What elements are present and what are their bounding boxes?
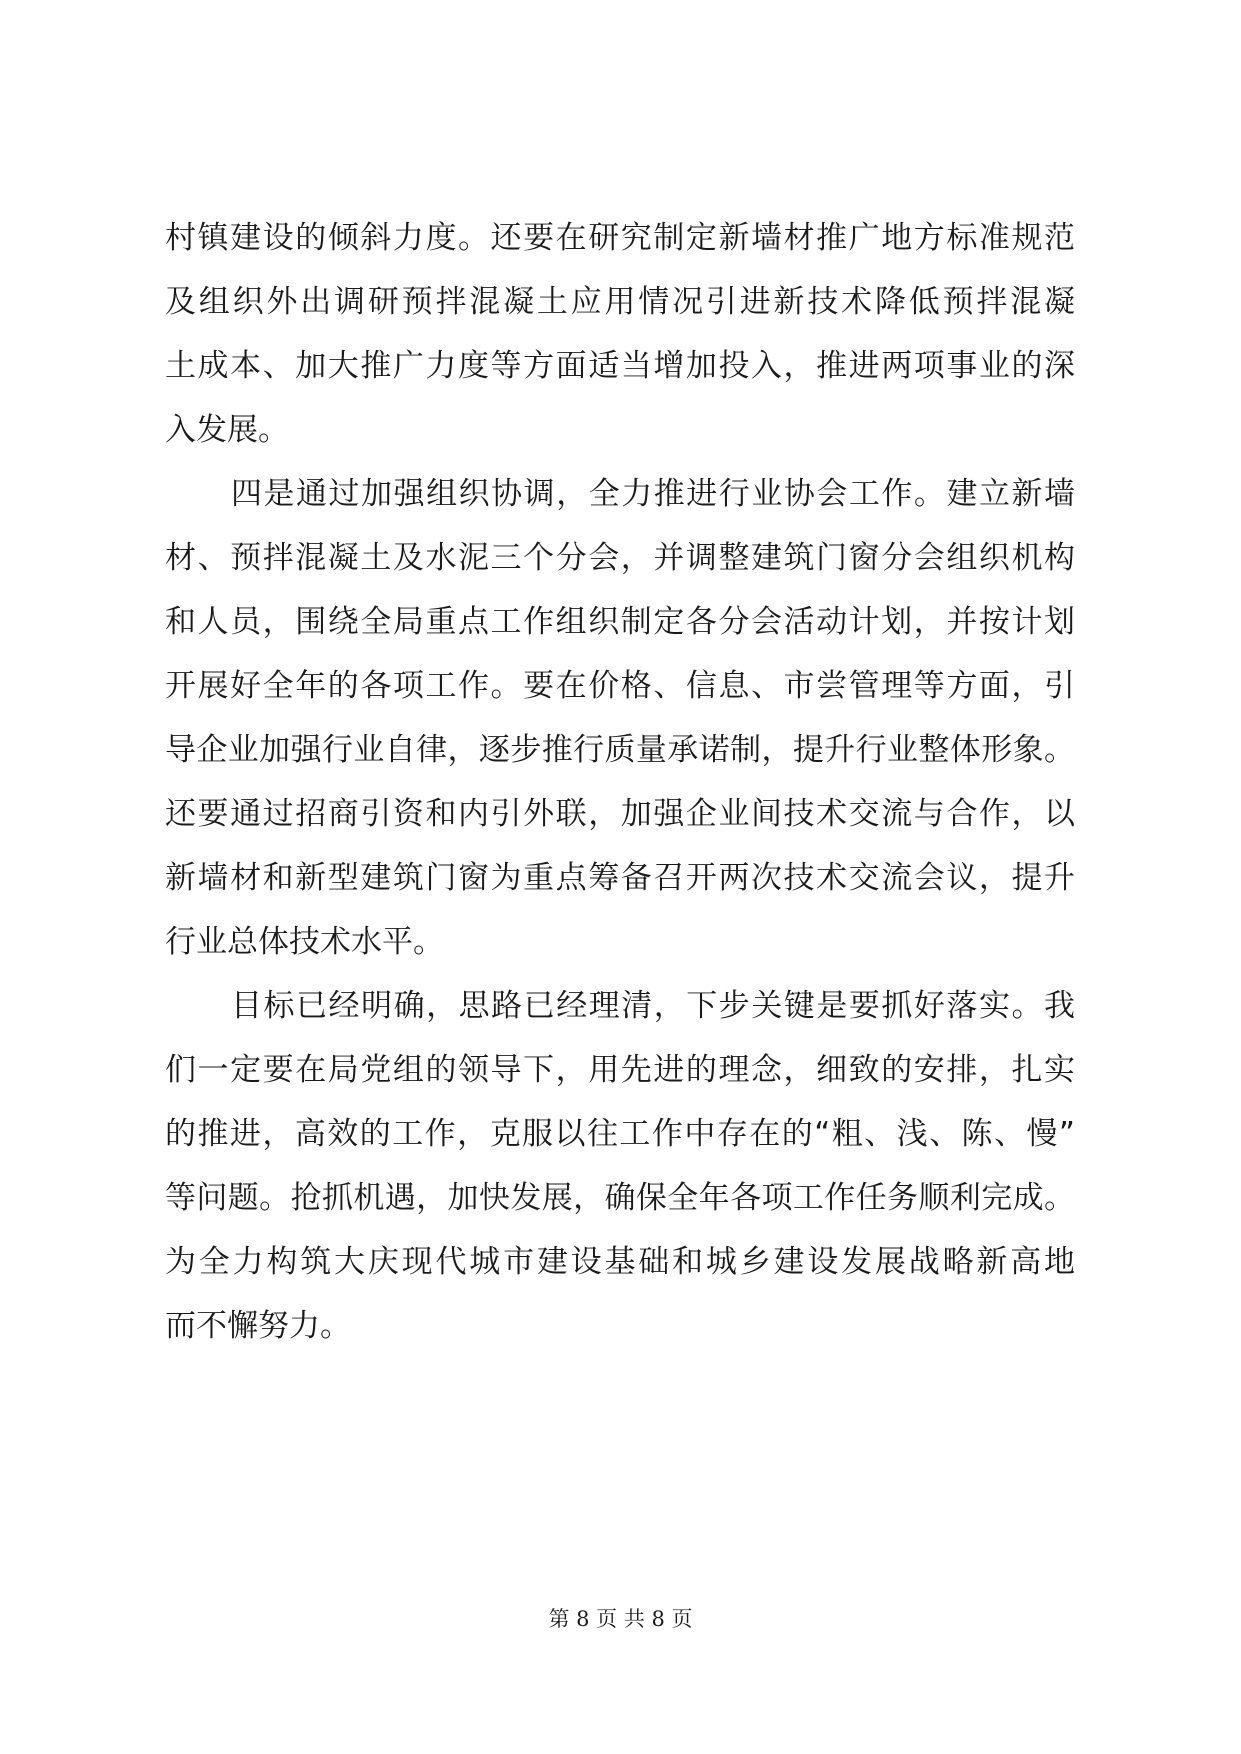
text-line: 入发展。 [165,412,289,448]
text-line: 等问题。抢抓机遇，加快发展，确保全年各项工作任务顺利完成。 [165,1180,1075,1216]
text-line: 而不懈努力。 [165,1308,351,1344]
text-line: 开展好全年的各项工作。要在价格、信息、市尝管理等方面，引 [165,668,1075,704]
text-line: 新墙材和新型建筑门窗为重点筹备召开两次技术交流会议，提升 [165,860,1075,896]
text-line: 为全力构筑大庆现代城市建设基础和城乡建设发展战略新高地 [165,1244,1075,1280]
text-line: 目标已经明确，思路已经理清，下步关键是要抓好落实。我 [231,988,1075,1024]
paragraph [165,462,1075,974]
page-number-label: 第 8 页 共 8 页 [548,1607,693,1631]
text-line: 导企业加强行业自律，逐步推行质量承诺制，提升行业整体形象。 [165,732,1075,768]
paragraph [165,206,1075,462]
text-line: 行业总体技术水平。 [165,924,444,960]
text-line: 村镇建设的倾斜力度。还要在研究制定新墙材推广地方标准规范 [165,220,1075,256]
text-line: 材、预拌混凝土及水泥三个分会，并调整建筑门窗分会组织机构 [165,540,1075,576]
text-line: 们一定要在局党组的领导下，用先进的理念，细致的安排，扎实 [165,1052,1075,1088]
text-line: 和人员，围绕全局重点工作组织制定各分会活动计划，并按计划 [165,604,1075,640]
text-line: 及组织外出调研预拌混凝土应用情况引进新技术降低预拌混凝 [165,284,1075,320]
text-line: 四是通过加强组织协调，全力推进行业协会工作。建立新墙 [231,476,1075,512]
text-line: 土成本、加大推广力度等方面适当增加投入，推进两项事业的深 [165,348,1075,384]
text-line: 还要通过招商引资和内引外联，加强企业间技术交流与合作，以 [165,796,1075,832]
paragraph [165,974,1075,1358]
text-line: 的推进，高效的工作，克服以往工作中存在的“粗、浅、陈、慢” [165,1116,1075,1152]
document-body [165,206,1075,1358]
page-footer [0,1604,1241,1634]
